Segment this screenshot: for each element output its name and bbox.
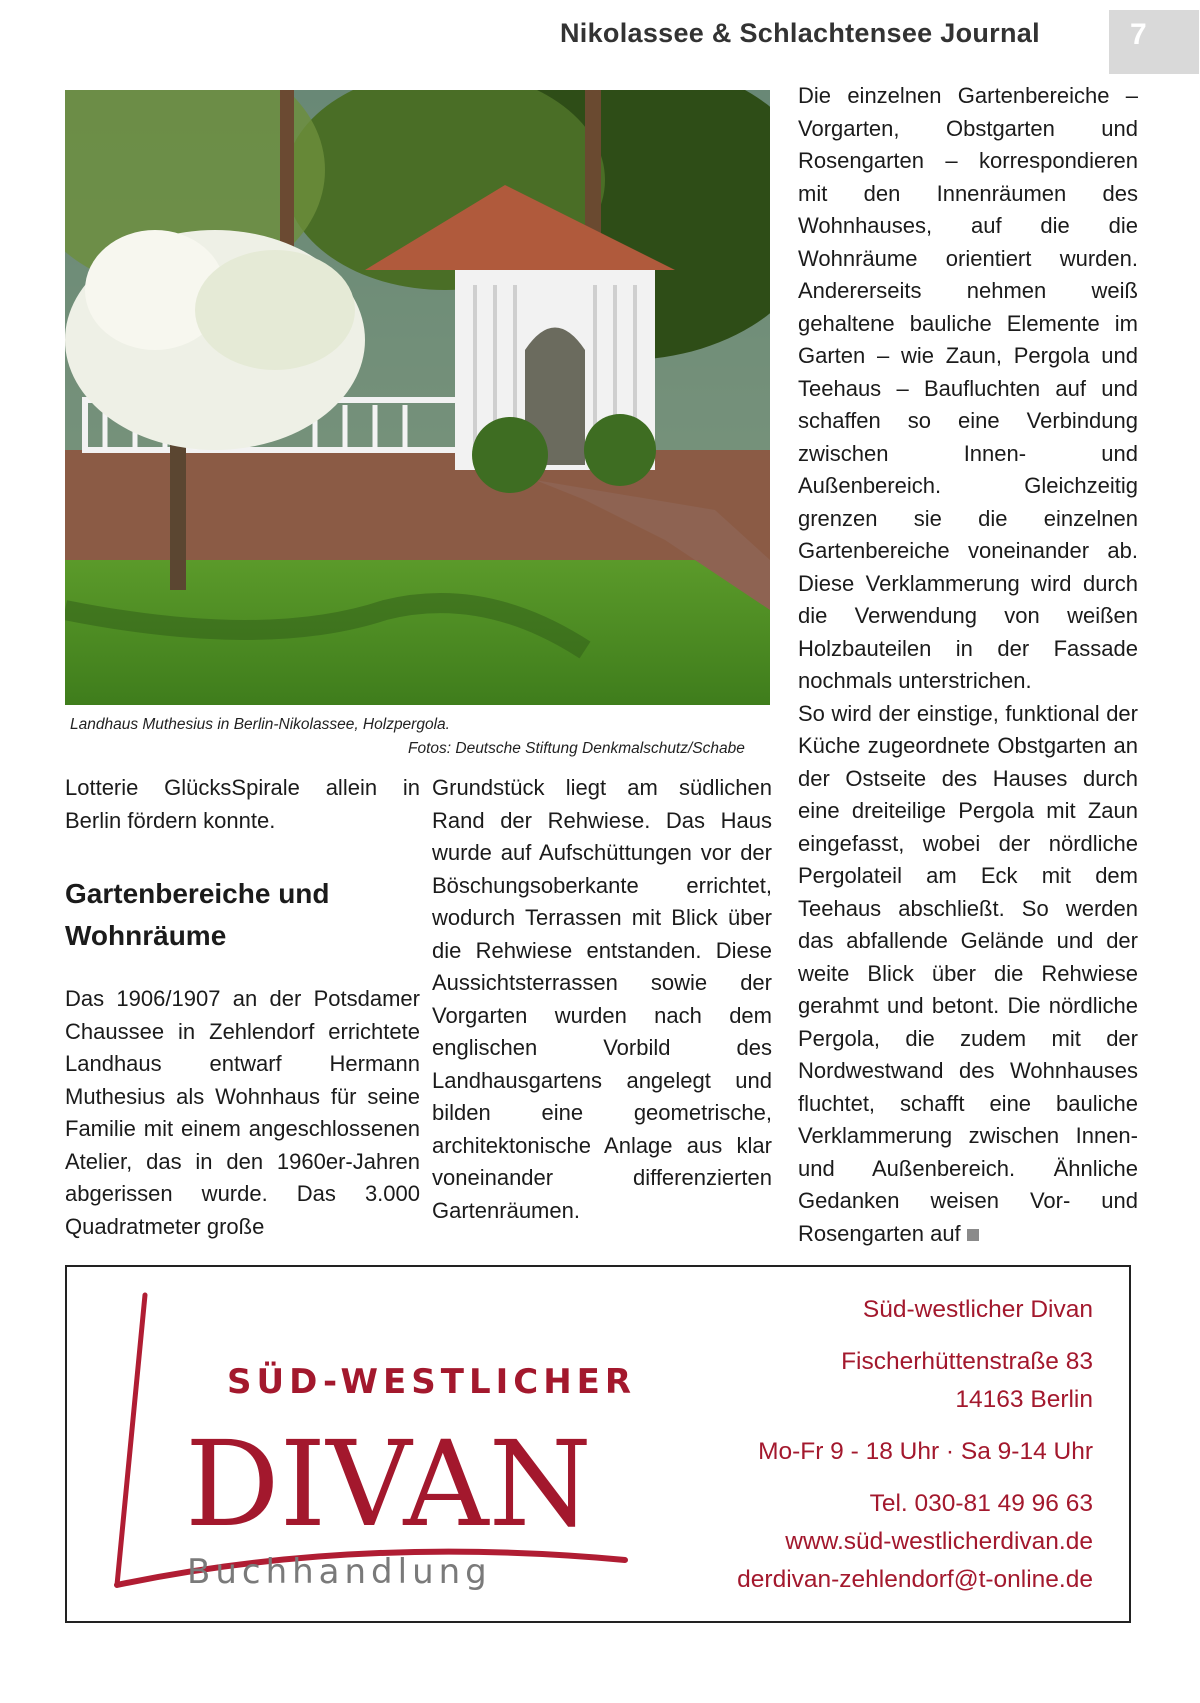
intro-paragraph: Lotterie GlücksSpirale allein in Berlin fördern konnte. <box>65 775 420 833</box>
page-number: 7 <box>1130 18 1147 51</box>
store-city: 14163 Berlin <box>955 1386 1093 1413</box>
store-street: Fischerhüttenstraße 83 <box>841 1348 1093 1375</box>
logo-sub-text: Buchhandlung <box>187 1552 492 1592</box>
bookstore-advertisement <box>65 1265 1131 1623</box>
store-phone: Tel. 030-81 49 96 63 <box>869 1490 1093 1517</box>
store-contact-info <box>737 1291 1093 1599</box>
journal-title: Nikolassee & Schlachtensee Journal <box>560 18 1040 48</box>
article-column-1 <box>65 772 420 1243</box>
body-paragraph: Grundstück liegt am südlichen Rand der Rehwiese. Das Haus wurde auf Aufschüttungen vor der Böschungsoberkante errichtet, wodurch Terrassen mit Blick über die Rehwiese entstanden. Diese Aussichtsterrassen sowie der Vorgarten wurden nach dem englischen Vorbild des Landhausgartens angelegt und bilden eine geometrische, architektonische Anlage aus klar voneinander differenzierten Gartenräumen. <box>432 775 772 1223</box>
body-paragraph-end: So wird der einstige, funktional der Küche zugeordnete Obstgarten an der Ostseite des Hauses durch eine dreiteilige Pergola mit Zaun eingefasst, wobei der nördliche Pergolateil am Eck mit dem Teehaus abschließt. So werden das abfallende Gelände und der weite Blick über die Rehwiese gerahmt und betont. Die nördliche Pergola, die zudem mit der Nordwestwand des Wohnhauses fluchtet, schafft eine bauliche Verklammerung zwischen Innen- und Außenbereich. Ähnliche Gedanken weisen Vor- und Rosengarten auf <box>798 700 1138 1246</box>
body-paragraph: Das 1906/1907 an der Potsdamer Chaussee in Zehlendorf errichtete Landhaus entwarf Hermann Muthesius als Wohnhaus für seine Familie mit einem angeschlossenen Atelier, das in den 1960er-Jahren abgerissen wurde. Das 3.000 Quadratmeter große <box>65 986 420 1239</box>
page-number-box <box>1109 10 1199 74</box>
article-column-3 <box>798 80 1138 1250</box>
photo-credit: Fotos: Deutsche Stiftung Denkmalschutz/Schabe <box>408 740 745 757</box>
logo-main-text: DIVAN <box>185 1415 592 1553</box>
photo-caption: Landhaus Muthesius in Berlin-Nikolassee, Holzpergola. <box>70 716 450 733</box>
article-end-icon <box>967 1229 979 1241</box>
store-hours: Mo-Fr 9 - 18 Uhr · Sa 9-14 Uhr <box>758 1438 1093 1465</box>
divan-logo <box>105 1285 665 1605</box>
body-paragraph: Die einzelnen Gartenbereiche – Vorgarten, Obstgarten und Rosengarten – korrespondieren mit den Innenräumen des Wohnhauses, auf die die Wohnräume orientiert wurden. Andererseits nehmen weiß gehaltene bauliche Elemente im Garten – wie Zaun, Pergola und Teehaus – Baufluchten auf und schaffen so eine Verbindung zwischen Innen- und Außenbereich. Gleichzeitig grenzen sie die einzelnen Gartenbereiche voneinander ab. Diese Verklammerung wird durch die Verwendung von weißen Holzbauteilen in der Fassade nochmals unterstrichen. <box>798 83 1138 693</box>
store-email[interactable]: derdivan-zehlendorf@t-online.de <box>737 1566 1093 1593</box>
store-name: Süd-westlicher Divan <box>862 1296 1093 1323</box>
article-column-2 <box>432 772 772 1227</box>
garden-photo <box>65 90 770 705</box>
section-heading: Gartenbereiche und Wohnräume <box>65 878 330 951</box>
logo-top-text: SÜD-WESTLICHER <box>227 1362 637 1402</box>
store-website[interactable]: www.süd-westlicherdivan.de <box>785 1528 1093 1555</box>
